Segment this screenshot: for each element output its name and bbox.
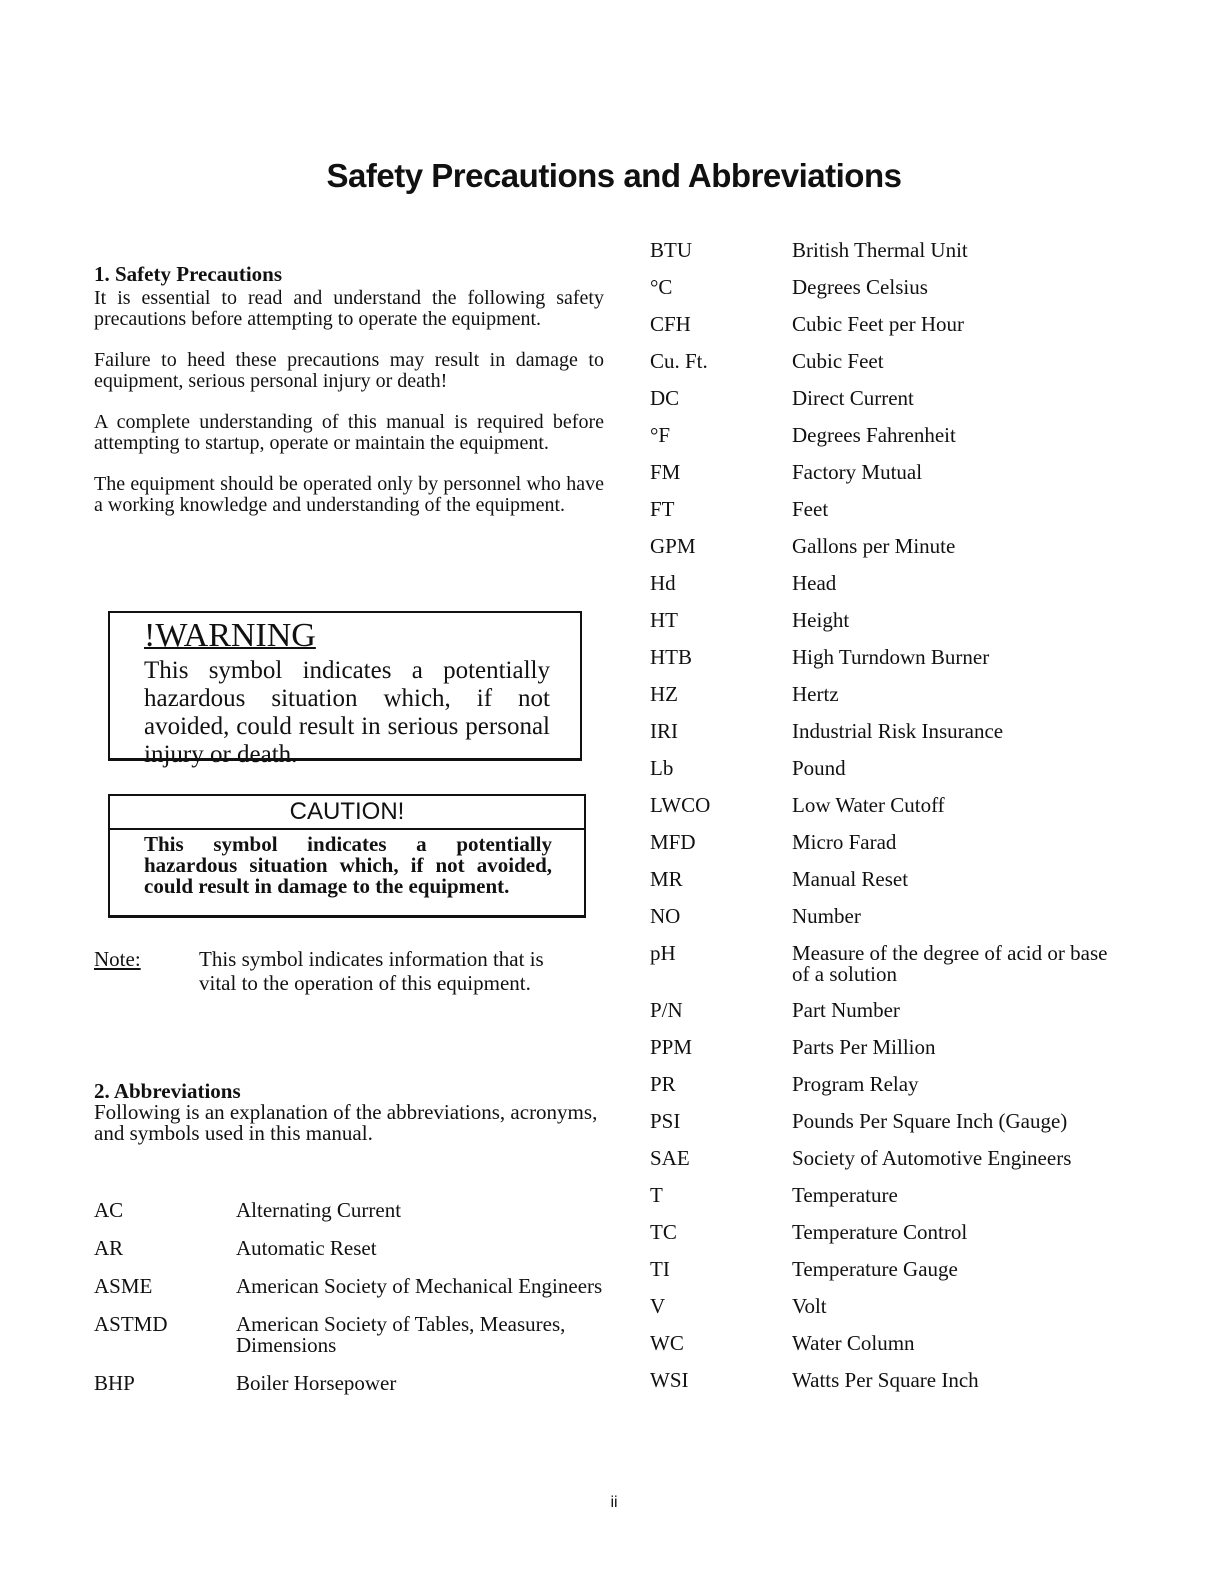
- abbreviation-code: FM: [650, 460, 681, 484]
- abbreviation-code: PR: [650, 1072, 676, 1096]
- safety-paragraph: Failure to heed these precautions may result in damage to equipment, serious personal injury or death!: [94, 349, 604, 392]
- safety-paragraph: It is essential to read and understand the following safety precautions before attempting to operate the equipment.: [94, 287, 604, 330]
- abbreviation-code: PPM: [650, 1035, 693, 1059]
- abbreviation-code: AR: [94, 1236, 124, 1260]
- warning-box: [108, 611, 582, 768]
- abbreviation-meaning: Feet: [792, 497, 829, 521]
- abbreviation-meaning: Temperature: [792, 1183, 898, 1207]
- abbreviation-meaning: Manual Reset: [792, 867, 909, 891]
- abbreviation-code: Hd: [650, 571, 676, 595]
- abbreviation-code: WSI: [650, 1368, 689, 1392]
- abbreviation-code: MR: [650, 867, 683, 891]
- caution-text: This symbol indicates a potentially hazardous situation which, if not avoided, could result in damage to the equipment.: [144, 832, 552, 898]
- abbreviation-row: [650, 1035, 1130, 1072]
- abbreviation-code: GPM: [650, 534, 696, 558]
- abbreviation-row: [650, 998, 1130, 1035]
- abbreviation-row: [650, 1368, 1130, 1405]
- abbreviation-row: [650, 682, 1130, 719]
- abbreviation-meaning: Program Relay: [792, 1072, 919, 1096]
- abbreviation-row: [650, 1109, 1130, 1146]
- abbreviation-list-right: [650, 238, 1130, 1405]
- abbreviation-row: [650, 349, 1130, 386]
- abbreviations-intro: Following is an explanation of the abbreviations, acronyms, and symbols used in this manual.: [94, 1100, 598, 1145]
- safety-heading: 1. Safety Precautions: [94, 262, 283, 286]
- abbreviation-meaning: Temperature Gauge: [792, 1257, 958, 1281]
- abbreviation-meaning: Automatic Reset: [236, 1236, 377, 1260]
- abbreviation-code: ASME: [94, 1274, 153, 1298]
- abbreviation-row: [650, 608, 1130, 645]
- abbreviation-row: [650, 1072, 1130, 1109]
- abbreviation-meaning: Number: [792, 904, 861, 928]
- abbreviation-row: [650, 904, 1130, 941]
- abbreviation-code: IRI: [650, 719, 678, 743]
- abbreviation-row: [650, 312, 1130, 349]
- note-text: This symbol indicates information that is vital to the operation of this equipment.: [199, 947, 544, 995]
- abbreviation-row: [650, 497, 1130, 534]
- warning-title: !WARNING: [144, 617, 316, 654]
- abbreviation-meaning: Volt: [792, 1294, 827, 1318]
- abbreviation-code: V: [650, 1294, 666, 1318]
- abbreviation-code: P/N: [650, 998, 683, 1022]
- abbreviation-meaning: Boiler Horsepower: [236, 1371, 397, 1395]
- abbreviation-code: BTU: [650, 238, 692, 262]
- abbreviation-meaning: Parts Per Million: [792, 1035, 936, 1059]
- abbreviation-meaning: Direct Current: [792, 386, 914, 410]
- abbreviation-meaning: American Society of Tables, Measures, Dimensions: [236, 1312, 566, 1357]
- abbreviation-meaning: Factory Mutual: [792, 460, 923, 484]
- abbreviation-meaning: Measure of the degree of acid or base of a solution: [792, 941, 1108, 986]
- abbreviation-code: MFD: [650, 830, 696, 854]
- abbreviation-meaning: British Thermal Unit: [792, 238, 968, 262]
- abbreviation-code: TI: [650, 1257, 670, 1281]
- abbreviation-code: HTB: [650, 645, 692, 669]
- abbreviation-code: SAE: [650, 1146, 690, 1170]
- abbreviation-meaning: High Turndown Burner: [792, 645, 990, 669]
- abbreviation-code: pH: [650, 941, 676, 965]
- abbreviation-meaning: Head: [792, 571, 837, 595]
- abbreviation-row: [650, 534, 1130, 571]
- abbreviation-row: [94, 1274, 624, 1297]
- abbreviation-row: [650, 645, 1130, 682]
- abbreviation-meaning: Hertz: [792, 682, 839, 706]
- page-number: ii: [610, 1494, 618, 1511]
- abbreviation-code: DC: [650, 386, 680, 410]
- abbreviation-row: [650, 386, 1130, 423]
- abbreviation-meaning: Society of Automotive Engineers: [792, 1146, 1072, 1170]
- abbreviation-code: PSI: [650, 1109, 681, 1133]
- safety-paragraph: A complete understanding of this manual is required before attempting to startup, operate or maintain the equipment.: [94, 411, 604, 454]
- abbreviation-code: HZ: [650, 682, 678, 706]
- abbreviation-list-left: [94, 1198, 624, 1409]
- page-title: Safety Precautions and Abbreviations: [326, 157, 902, 194]
- abbreviation-meaning: Cubic Feet: [792, 349, 884, 373]
- abbreviation-row: [650, 275, 1130, 312]
- abbreviation-row: [650, 571, 1130, 608]
- abbreviation-code: FT: [650, 497, 675, 521]
- abbreviation-meaning: Cubic Feet per Hour: [792, 312, 965, 336]
- caution-title: CAUTION!: [110, 796, 584, 830]
- abbreviation-row: [650, 719, 1130, 756]
- safety-paragraph: The equipment should be operated only by personnel who have a working knowledge and understanding of the equipment.: [94, 473, 604, 516]
- abbreviation-code: °C: [650, 275, 673, 299]
- abbreviation-code: AC: [94, 1198, 124, 1222]
- warning-text: This symbol indicates a potentially hazardous situation which, if not avoided, could result in serious personal injury or death.: [144, 657, 550, 768]
- abbreviation-row: [94, 1198, 624, 1221]
- abbreviation-meaning: Industrial Risk Insurance: [792, 719, 1004, 743]
- abbreviation-row: [94, 1371, 624, 1394]
- abbreviation-meaning: Degrees Fahrenheit: [792, 423, 956, 447]
- abbreviation-meaning: Gallons per Minute: [792, 534, 956, 558]
- abbreviation-row: [650, 1220, 1130, 1257]
- abbreviation-row: [650, 1183, 1130, 1220]
- abbreviation-row: [650, 941, 1130, 998]
- abbreviation-row: [650, 756, 1130, 793]
- abbreviation-row: [650, 867, 1130, 904]
- note-label: Note:: [94, 947, 141, 971]
- abbreviation-row: [650, 460, 1130, 497]
- abbreviation-meaning: Part Number: [792, 998, 900, 1022]
- abbreviation-code: °F: [650, 423, 671, 447]
- abbreviation-meaning: Degrees Celsius: [792, 275, 928, 299]
- abbreviations-heading: 2. Abbreviations: [94, 1079, 241, 1103]
- abbreviation-code: CFH: [650, 312, 691, 336]
- abbreviation-row: [94, 1312, 624, 1356]
- abbreviation-code: BHP: [94, 1371, 135, 1395]
- abbreviation-meaning: Temperature Control: [792, 1220, 968, 1244]
- abbreviation-code: ASTMD: [94, 1312, 168, 1336]
- abbreviation-code: T: [650, 1183, 663, 1207]
- abbreviation-meaning: Low Water Cutoff: [792, 793, 945, 817]
- abbreviation-row: [650, 1146, 1130, 1183]
- abbreviation-meaning: Watts Per Square Inch: [792, 1368, 979, 1392]
- abbreviation-meaning: Micro Farad: [792, 830, 897, 854]
- abbreviation-meaning: Pounds Per Square Inch (Gauge): [792, 1109, 1068, 1133]
- abbreviation-row: [94, 1236, 624, 1259]
- abbreviation-code: Lb: [650, 756, 674, 780]
- abbreviation-code: Cu. Ft.: [650, 349, 708, 373]
- abbreviation-row: [650, 423, 1130, 460]
- abbreviation-row: [650, 1257, 1130, 1294]
- abbreviation-row: [650, 830, 1130, 867]
- abbreviation-row: [650, 238, 1130, 275]
- safety-precautions-section: [94, 263, 604, 536]
- abbreviation-meaning: American Society of Mechanical Engineers: [236, 1274, 603, 1298]
- abbreviation-code: WC: [650, 1331, 684, 1355]
- abbreviations-section: [94, 1080, 604, 1144]
- abbreviation-meaning: Pound: [792, 756, 846, 780]
- abbreviation-meaning: Alternating Current: [236, 1198, 402, 1222]
- abbreviation-row: [650, 1294, 1130, 1331]
- abbreviation-row: [650, 793, 1130, 830]
- abbreviation-meaning: Height: [792, 608, 850, 632]
- abbreviation-code: NO: [650, 904, 681, 928]
- abbreviation-code: HT: [650, 608, 678, 632]
- caution-box: [108, 794, 586, 918]
- abbreviation-row: [650, 1331, 1130, 1368]
- abbreviation-code: TC: [650, 1220, 677, 1244]
- abbreviation-code: LWCO: [650, 793, 711, 817]
- abbreviation-meaning: Water Column: [792, 1331, 915, 1355]
